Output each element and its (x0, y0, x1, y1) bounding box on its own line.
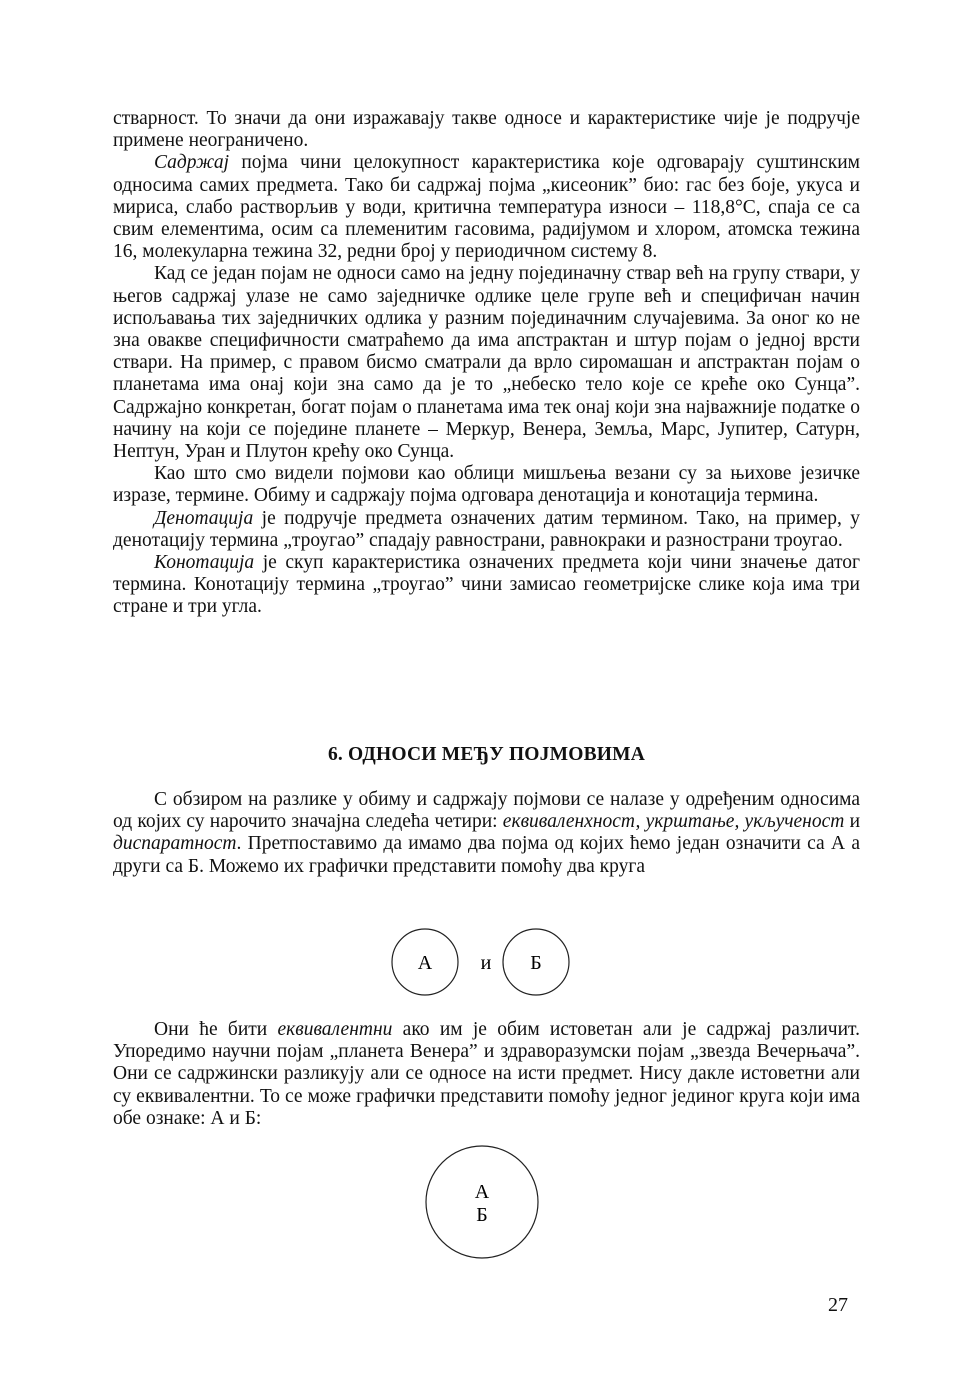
paragraph-content-text: појма чини целокупност карактеристика које одговарају суштинским односима самих предмета. Тако би садржај појма „кисеоник” био: гас без боје, укуса и мириса, слабо растворљив у води, критична температура износи – 118,8°С, спаја се са свим елементима, осим са племенитим гасовима, радијумом и хлором, атомска тежина 16, молекуларна тежина 32, редни број у периодичном систему 8. (113, 152, 860, 263)
term-denotation: Денотација (154, 507, 254, 529)
circle-b-label: Б (530, 952, 542, 974)
relations-text-a: С обзиром на разлике у обиму и садржају појмови се налазе у одређеним односима од којих су нарочито значајна следећа четири: (113, 789, 860, 833)
paragraph-continuation: стварност. То значи да они изражавају такве односе и карактеристике чије је подручје примене неограничено. (113, 108, 860, 152)
page-number: 27 (828, 1294, 848, 1316)
paragraph-equivalent (113, 1019, 860, 1130)
section-heading: 6. ОДНОСИ МЕЂУ ПОЈМОВИМА (327, 744, 646, 765)
two-circles-diagram (380, 922, 580, 1004)
paragraph-planets: Кад се један појам не односи само на једну појединачну ствар већ на групу ствари, у његов садржај улазе не само заједничке одлике целе групе већ и специфичан начин испољавања тих заједничких одлика у разним појединачним случајевима. За оног ко не зна овакве специфичности сматраћемо да има апстрактан и штур појам о једној врсти ствари. На пример, с правом бисмо сматрали да врло сиромашан и апстрактан појам о планетама има онај који зна само да је то „небеско тело које се креће око Сунца”. Садржајно конкретан, богат појам о планетама има тек онај који зна најважније податке о начину на који се поједине планете – Меркур, Венера, Земља, Марс, Јупитер, Сатурн, Нептун, Уран и Плутон крећу око Сунца. (113, 263, 860, 463)
circle-a-label: А (417, 952, 433, 974)
circle-ab-label-a: А (474, 1181, 490, 1203)
paragraph-connotation (113, 552, 860, 619)
text-block-equivalent (113, 1019, 860, 1130)
section-heading-wrap (113, 744, 860, 766)
paragraph-denotation-text: је подручје предмета означених датим термином. Тако, на пример, у денотацију термина „троугао” спадају равнострани, равнокраки и разнострани троугао. (113, 507, 860, 551)
equivalent-text-a: Они ће бити (154, 1019, 278, 1040)
relations-and: и (844, 811, 861, 833)
single-circle-diagram (415, 1143, 549, 1263)
paragraph-content (113, 152, 860, 263)
text-block-relations (113, 789, 860, 878)
paragraph-denotation (113, 508, 860, 552)
relations-terms: еквиваленхност, укрштање, укљученост (502, 811, 845, 833)
text-block-top (113, 108, 860, 619)
circle-connector-label: и (480, 952, 492, 974)
relations-text-b: . Претпоставимо да имамо два појма од којих ћемо један означити са А а други са Б. Можемо их графички представити помоћу два круга (113, 833, 860, 877)
term-content: Садржај (154, 152, 230, 174)
relations-term-disparate: диспаратност (113, 833, 237, 855)
circle-ab-label-b: Б (476, 1204, 488, 1226)
term-equivalent: еквивалентни (277, 1019, 393, 1040)
term-connotation: Конотација (154, 552, 255, 574)
paragraph-relations (113, 789, 860, 878)
equivalent-text-b: ако им је обим истоветан али је садржај различит. Упоредимо научни појам „планета Венера” и здраворазумски појам „звезда Вечерњача”. Они се садржински разликују али се односе на исти предмет. Нису дакле истоветни али су еквивалентни. То се може графички представити помоћу једног јединог круга који има обе ознаке: А и Б: (113, 1019, 860, 1129)
paragraph-connotation-text: је скуп карактеристика означених предмета који чини значење датог термина. Конотацију термина „троугао” чини замисао геометријске слике која има три стране и три угла. (113, 552, 860, 618)
paragraph-terms: Као што смо видели појмови као облици мишљења везани су за њихове језичке изразе, термине. Обиму и садржају појма одговара денотација и конотација термина. (113, 463, 860, 507)
